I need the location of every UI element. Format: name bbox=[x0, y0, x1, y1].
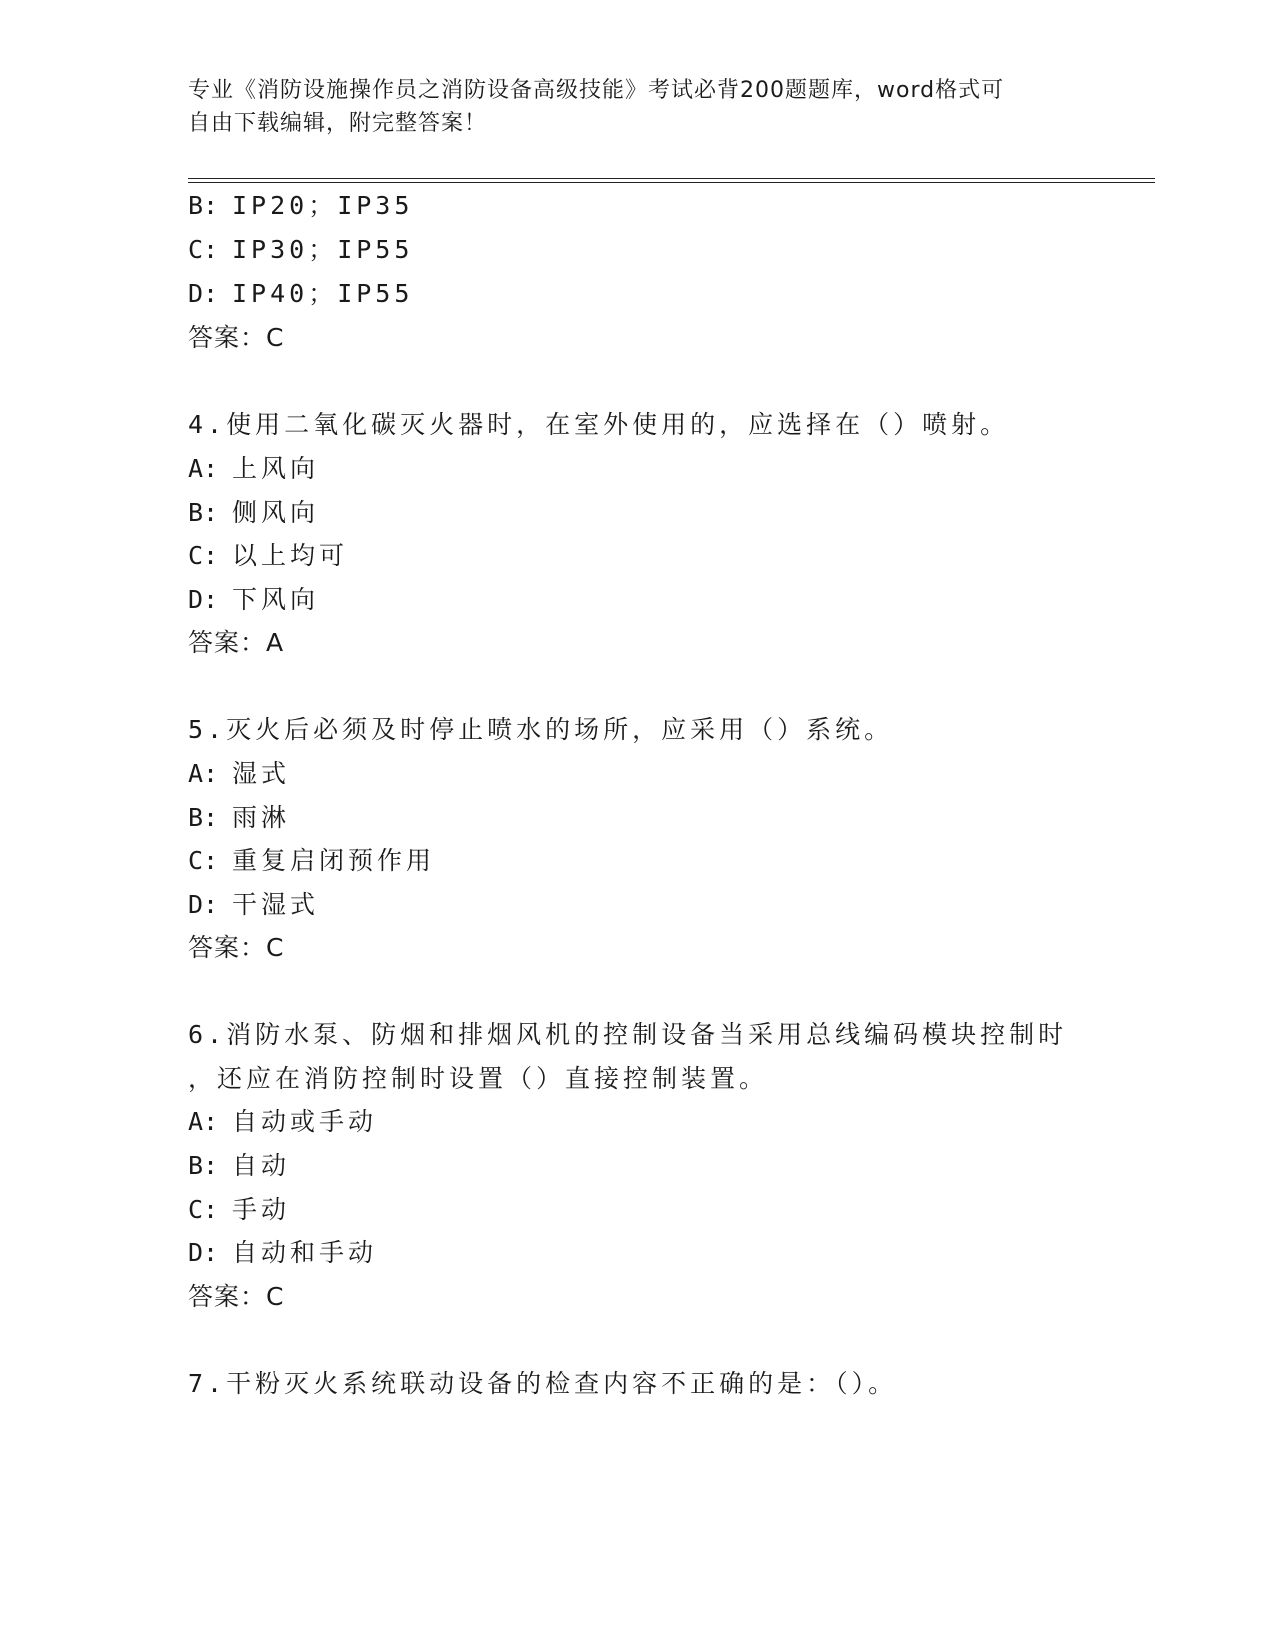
q5-question: 5.灭火后必须及时停止喷水的场所，应采用（）系统。 bbox=[188, 715, 894, 744]
q5-answer: 答案：C bbox=[188, 933, 285, 962]
q5-option-c-label: C: bbox=[188, 846, 219, 875]
document-header bbox=[188, 74, 1068, 140]
q3-option-d bbox=[188, 279, 413, 309]
q4-option-d bbox=[188, 585, 319, 615]
q5-option-b-text: 雨淋 bbox=[232, 803, 291, 832]
q6-option-c-text: 手动 bbox=[232, 1195, 291, 1224]
q4-option-c bbox=[188, 541, 348, 571]
q7-question: 7.干粉灭火系统联动设备的检查内容不正确的是：（）。 bbox=[188, 1369, 898, 1398]
q3-option-d-label: D: bbox=[188, 279, 219, 308]
q6-option-d bbox=[188, 1238, 377, 1268]
q3-option-b bbox=[188, 191, 413, 221]
q6-option-a-text: 自动或手动 bbox=[232, 1107, 378, 1136]
q3-option-c-label: C: bbox=[188, 235, 219, 264]
q5-option-a-text: 湿式 bbox=[232, 759, 291, 788]
q4-option-a bbox=[188, 454, 319, 484]
q6-option-b-text: 自动 bbox=[232, 1151, 291, 1180]
q4-option-b bbox=[188, 498, 319, 528]
q3-option-b-label: B: bbox=[188, 191, 219, 220]
header-line-2: 自由下载编辑，附完整答案！ bbox=[188, 111, 488, 136]
q4-answer: 答案：A bbox=[188, 628, 285, 657]
q6-option-c-label: C: bbox=[188, 1195, 219, 1224]
q5-option-c-text: 重复启闭预作用 bbox=[232, 846, 436, 875]
q4-option-d-label: D: bbox=[188, 585, 219, 614]
q6-option-a-label: A: bbox=[188, 1107, 219, 1136]
q5-option-d bbox=[188, 890, 319, 920]
q5-option-a-label: A: bbox=[188, 759, 219, 788]
q6-option-b bbox=[188, 1151, 290, 1181]
q4-option-a-text: 上风向 bbox=[232, 454, 320, 483]
q6-answer: 答案：C bbox=[188, 1282, 285, 1311]
q3-option-d-text: IP40；IP55 bbox=[232, 279, 414, 308]
q4-question: 4.使用二氧化碳灭火器时，在室外使用的，应选择在（）喷射。 bbox=[188, 410, 1010, 439]
q4-option-d-text: 下风向 bbox=[232, 585, 320, 614]
q3-option-b-text: IP20；IP35 bbox=[232, 191, 414, 220]
q4-option-b-text: 侧风向 bbox=[232, 498, 320, 527]
q4-option-c-label: C: bbox=[188, 541, 219, 570]
q5-option-b-label: B: bbox=[188, 803, 219, 832]
q4-option-a-label: A: bbox=[188, 454, 219, 483]
q6-question-line-1: 6.消防水泵、防烟和排烟风机的控制设备当采用总线编码模块控制时 bbox=[188, 1020, 1068, 1049]
header-line-1: 专业《消防设施操作员之消防设备高级技能》考试必背200题题库，word格式可 bbox=[188, 78, 1005, 103]
q3-answer: 答案：C bbox=[188, 323, 285, 352]
q5-option-a bbox=[188, 759, 290, 789]
q6-option-c bbox=[188, 1195, 290, 1225]
header-divider-top bbox=[188, 178, 1155, 179]
header-divider-bottom bbox=[188, 182, 1155, 183]
q6-option-d-text: 自动和手动 bbox=[232, 1238, 378, 1267]
q3-option-c-text: IP30；IP55 bbox=[232, 235, 414, 264]
q6-option-a bbox=[188, 1107, 377, 1137]
q6-question-line-2: ，还应在消防控制时设置（）直接控制装置。 bbox=[188, 1064, 769, 1093]
q3-option-c bbox=[188, 235, 413, 265]
q5-option-c bbox=[188, 846, 435, 876]
q6-option-d-label: D: bbox=[188, 1238, 219, 1267]
q5-option-d-label: D: bbox=[188, 890, 219, 919]
q6-option-b-label: B: bbox=[188, 1151, 219, 1180]
q5-option-b bbox=[188, 803, 290, 833]
q4-option-b-label: B: bbox=[188, 498, 219, 527]
q5-option-d-text: 干湿式 bbox=[232, 890, 320, 919]
q4-option-c-text: 以上均可 bbox=[232, 541, 349, 570]
